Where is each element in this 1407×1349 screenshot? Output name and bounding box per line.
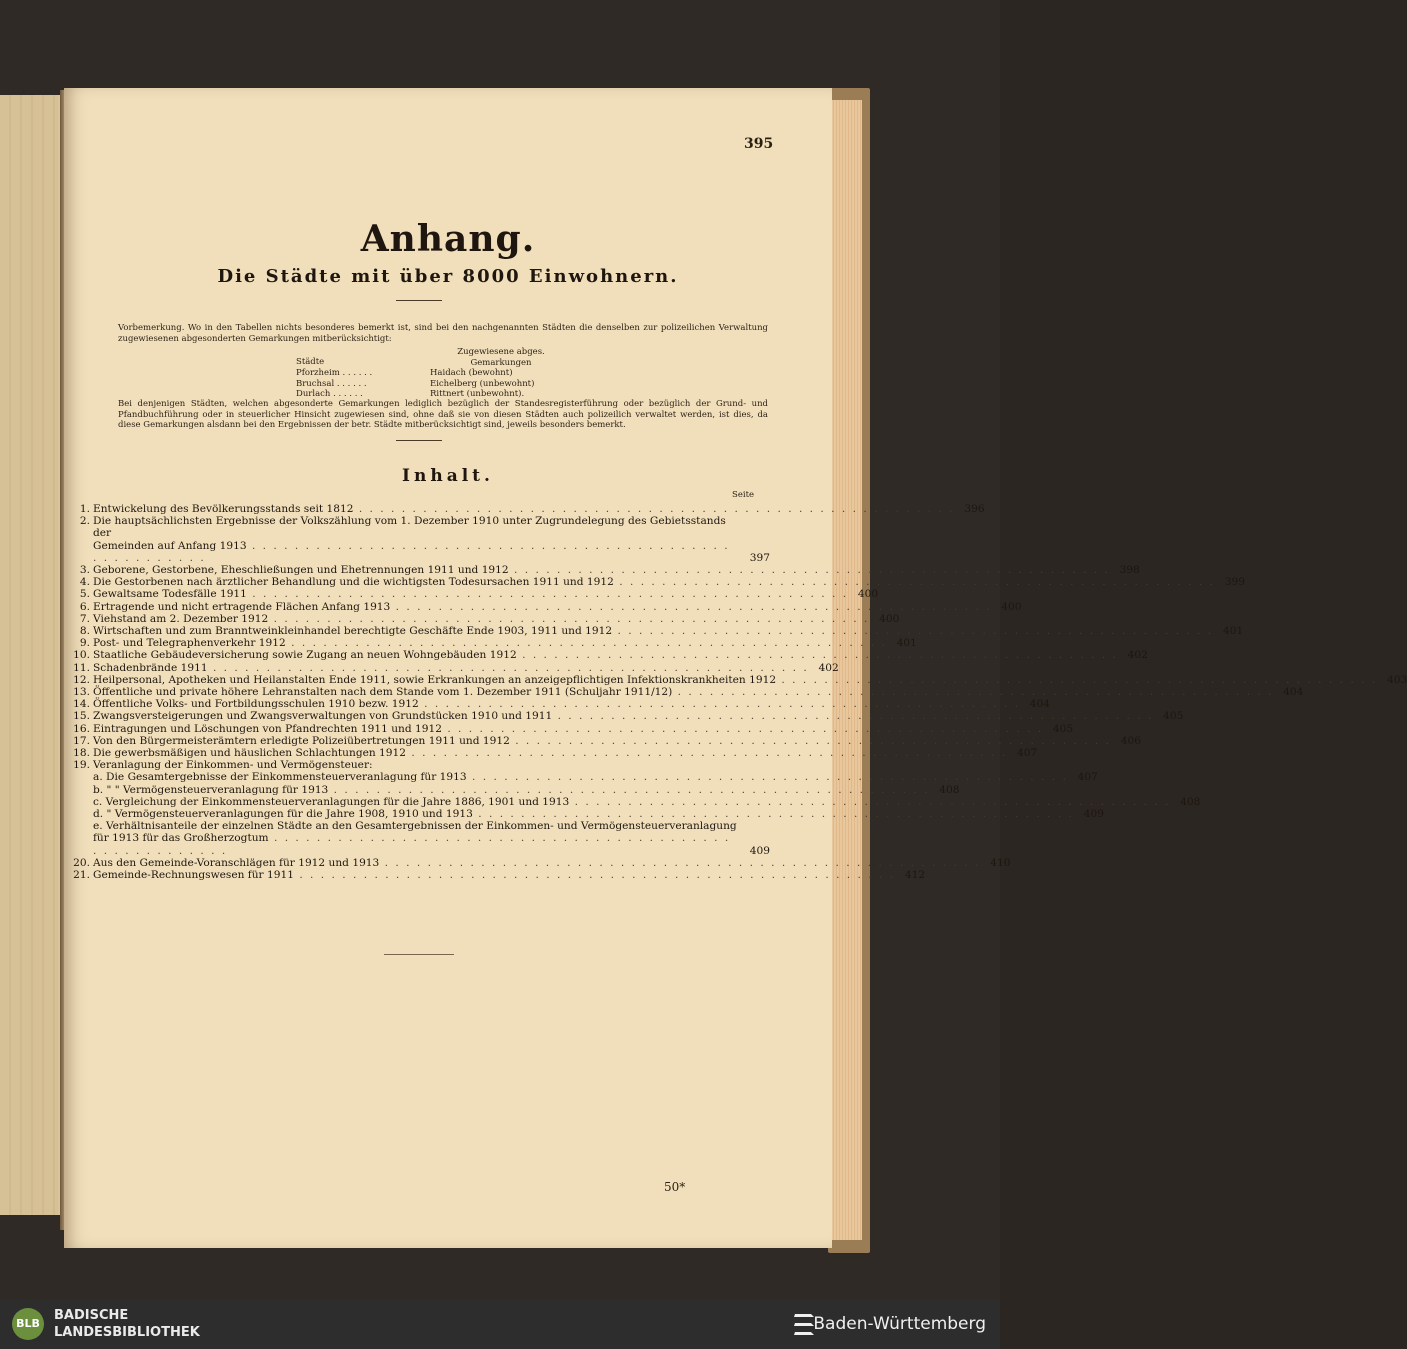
city-area: Eichelberg (unbewohnt) [430,378,535,389]
toc-number: 16. [73,722,90,735]
page-number: 395 [744,136,774,152]
toc-number: 3. [79,564,90,577]
toc-title [93,662,809,674]
leader-dots: . . . . . . . . . . . . . . . . . . . . . . . . . . . . . . . . . . . . . . . . . . . . . . . . . . . . . . . . [285,637,887,650]
toc-entry [72,759,770,771]
leader-dots: . . . . . . . . . . . . . . . . . . . . . . . . . . . . . . . . . . . . . . . . . . . . . . . . . . . . . . . . [207,661,809,674]
toc-title-text: Aus den Gemeinde-Voranschlägen für 1912 und 1913 [93,856,380,869]
toc-title-text: Post- und Telegraphenverkehr 1912 [93,637,286,650]
toc-title-text: Wirtschaften und zum Branntweinkleinhandel berechtigte Geschäfte Ende 1903, 1911 und 1912 [93,625,613,638]
toc-number: 10. [73,649,90,662]
toc-entry [72,637,917,650]
toc-number: 19. [73,759,90,772]
city-row [296,379,556,390]
leader-dots: . . . . . . . . . . . . . . . . . . . . . . . . . . . . . . . . . . . . . . . . . . . . . . . . . . . . . . . . [406,747,1008,760]
preliminary-note: Vorbemerkung. Wo in den Tabellen nichts besonderes bemerkt ist, sind bei den nachgenannten Städten die denselben zur polizeilichen Verwaltung zugewiesenen abgesonderten Gemarkungen mitberücksichtigt: [118,323,768,344]
toc-title [93,625,1213,637]
toc-title [93,503,955,515]
toc-title-text: Von den Bürgermeisterämtern erledigte Polizeiübertretungen 1911 und 1912 [93,734,510,747]
leader-dots: . . . . . . . . . . . . . . . . . . . . . . . . . . . . . . . . . . . . . . . . . . . . . . . . . . . . . . . . [776,673,1378,686]
toc-title-text: Entwickelung des Bevölkerungsstands seit 1812 [93,503,354,515]
toc-entry [72,625,1244,638]
toc-title-text: Gewaltsame Todesfälle 1911 [93,588,247,601]
page-title: Anhang. [360,218,536,260]
toc-number: 14. [73,698,90,711]
toc-title-text: Eintragungen und Löschungen von Pfandrechten 1911 und 1912 [93,722,442,735]
toc-page: 405 [1163,710,1184,723]
page-column-label: Seite [732,490,755,500]
toc-entry [72,576,1246,589]
toc-page: 399 [1224,576,1246,589]
toc-title [93,637,887,649]
toc-title [93,698,1020,710]
toc-entry [72,564,1140,577]
toc-title-continuation: Gemeinden auf Anfang 1913 [93,539,247,552]
leader-dots: . . . . . . . . . . . . . . . . . . . . . . . . . . . . . . . . . . . . . . . . . . . . . . . . . . . . . . . . [328,783,930,796]
toc-title-text: Die gewerbsmäßigen und häuslichen Schlachtungen 1912 [93,747,407,760]
toc-title [93,784,929,796]
cities-header [296,347,556,368]
toc-number: 9. [79,637,90,650]
toc-number: 7. [79,612,90,625]
toc-title [93,759,740,771]
toc-title [93,723,1043,735]
toc-entry [72,503,985,515]
toc-title [93,808,1074,820]
cities-header-city: Städte [296,357,325,367]
toc-number: 1. [79,503,90,515]
page-subtitle: Die Städte mit über 8000 Einwohnern. [217,266,679,287]
toc-page: 402 [818,661,839,674]
toc-number: 8. [79,625,90,638]
toc-entry [72,820,770,857]
toc-entry [72,747,1038,760]
city-name: Bruchsal . . . . . . [296,378,367,389]
toc-number: 6. [79,600,90,613]
leader-dots: . . . . . . . . . . . . . . . . . . . . . . . . . . . . . . . . . . . . . . . . . . . . . . . . . . . . . . . . [353,503,955,515]
toc-page: 404 [1029,698,1050,711]
toc-title-text: Ertragende und nicht ertragende Flächen Anfang 1913 [93,600,391,613]
toc-title [93,686,1273,698]
table-of-contents [72,503,1407,882]
toc-number: 12. [73,673,90,686]
toc-title [93,588,848,600]
toc-page: 408 [939,783,960,796]
toc-page: 401 [896,637,917,650]
toc-page: 402 [1127,649,1148,662]
toc-number: 4. [79,576,90,589]
toc-title-text: Heilpersonal, Apotheken und Heilanstalten Ende 1911, sowie Erkrankungen an anzeigepflichtigen Infektionskrankheiten 1912 [93,673,777,686]
leader-dots: . . . . . . . . . . . . . . . . . . . . . . . . . . . . . . . . . . . . . . . . . . . . . . . . . . . . . . . . [509,734,1111,747]
leader-dots: . . . . . . . . . . . . . . . . . . . . . . . . . . . . . . . . . . . . . . . . . . . . . . . . . . . . . . . . [418,698,1020,711]
leader-dots: . . . . . . . . . . . . . . . . . . . . . . . . . . . . . . . . . . . . . . . . . . . . . . . . . . . . . . . . [390,600,992,613]
blb-logo: BLB [12,1308,44,1340]
toc-page: 396 [964,503,985,515]
toc-entry [72,612,900,625]
toc-entry [72,673,1407,686]
leader-dots: . . . . . . . . . . . . . . . . . . . . . . . . . . . . . . . . . . . . . . . . . . . . . . . . . . . . . . . . [612,625,1214,638]
leader-dots: . . . . . . . . . . . . . . . . . . . . . . . . . . . . . . . . . . . . . . . . . . . . . . . . . . . . . . . . [472,808,1075,821]
toc-title-text: Geborene, Gestorbene, Eheschließungen und Ehetrennungen 1911 und 1912 [93,564,509,577]
toc-number: 11. [73,661,90,674]
toc-title [93,857,980,869]
toc-title-continuation: für 1913 für das Großherzogtum [93,832,269,845]
toc-page: 407 [1016,747,1038,760]
toc-page: 398 [1119,564,1140,577]
toc-title [93,771,1068,783]
toc-entry [72,734,1141,747]
toc-title [93,747,1007,759]
toc-entry [72,698,1050,711]
toc-entry [72,600,1022,613]
toc-title [93,674,1377,686]
toc-title-text: a. Die Gesamtergebnisse der Einkommensteuerveranlagung für 1913 [93,771,467,784]
toc-entry [72,661,839,674]
divider [396,440,442,441]
toc-title-text: Viehstand am 2. Dezember 1912 [93,612,269,625]
toc-title [93,710,1153,722]
toc-title-text: Öffentliche und private höhere Lehranstalten nach dem Stande vom 1. Dezember 1911 (Schuljahr 1911/12) [93,686,673,699]
toc-page: 409 [749,844,770,857]
sheet-signature: 50* [664,1180,686,1194]
toc-title [93,735,1111,747]
toc-number: 15. [73,710,90,723]
toc-title-text: d. " Vermögensteuerveranlagungen für die Jahre 1908, 1910 und 1913 [93,808,473,821]
note-paragraph: Bei denjenigen Städten, welchen abgesonderte Gemarkungen lediglich bezüglich der Standesregisterführung oder bezüglich der Grund- und Pfandbuchführung oder in steuerlicher Hinsicht zugewiesen sind, ohne daß sie von diesen Städten auch polizeilich verwaltet werden, ist dies, da diese Gemarkungen alsdann bei den Ergebnissen der betr. Städte mitberücksichtigt sind, jeweils besonders bemerkt. [118,399,768,430]
contents-heading: Inhalt. [402,466,494,486]
toc-page: 404 [1283,686,1304,699]
toc-title [93,576,1215,588]
toc-title-text: Die hauptsächlichsten Ergebnisse der Volkszählung vom 1. Dezember 1910 unter Zugrundelegung des Gebietsstands der [93,515,726,540]
toc-page: 397 [749,551,770,564]
leader-dots: . . . . . . . . . . . . . . . . . . . . . . . . . . . . . . . . . . . . . . . . . . . . . . . . . . . . . . . . [293,869,896,882]
toc-entry [72,783,960,796]
library-name-line2: LANDESBIBLIOTHEK [54,1325,200,1340]
left-page-edge [0,95,62,1215]
toc-title-text: Zwangsversteigerungen und Zwangsverwaltungen von Grundstücken 1910 und 1911 [93,710,553,723]
cities-table [296,347,556,400]
toc-entry [72,686,1304,699]
toc-number: 2. [79,515,90,528]
toc-entry [72,515,770,564]
leader-dots: . . . . . . . . . . . . . . . . . . . . . . . . . . . . . . . . . . . . . . . . . . . . . . . . . . . . . . . . [569,795,1171,808]
toc-page: 409 [1083,808,1105,821]
cities-header-area: Zugewiesene abges. Gemarkungen [457,347,545,368]
leader-dots: . . . . . . . . . . . . . . . . . . . . . . . . . . . . . . . . . . . . . . . . . . . . . . . . . . . . . . . . [93,539,730,564]
city-row [296,368,556,379]
toc-page: 407 [1077,771,1098,784]
leader-dots: . . . . . . . . . . . . . . . . . . . . . . . . . . . . . . . . . . . . . . . . . . . . . . . . . . . . . . . . [552,710,1154,723]
leader-dots: . . . . . . . . . . . . . . . . . . . . . . . . . . . . . . . . . . . . . . . . . . . . . . . . . . . . . . . . [516,649,1118,662]
toc-page: 401 [1223,625,1244,638]
toc-page: 408 [1180,795,1201,808]
toc-title [93,820,740,857]
divider [384,954,454,955]
toc-entry [72,722,1074,735]
toc-number: 20. [73,856,90,869]
leader-dots: . . . . . . . . . . . . . . . . . . . . . . . . . . . . . . . . . . . . . . . . . . . . . . . . . . . . . . . . [379,856,981,869]
toc-title [93,613,869,625]
toc-title-text: Staatliche Gebäudeversicherung sowie Zugang an neuen Wohngebäuden 1912 [93,649,517,662]
toc-entry [72,808,1105,821]
toc-page: 412 [904,869,926,882]
state-name: Baden-Württemberg [813,1314,986,1334]
document-page [64,88,1407,1248]
toc-title [93,564,1110,576]
toc-title [93,796,1170,808]
viewer-footer [0,1300,1000,1349]
toc-title-text: Die Gestorbenen nach ärztlicher Behandlung und die wichtigsten Todesursachen 1911 und 1912 [93,576,614,589]
toc-entry [72,771,1098,784]
toc-title [93,869,895,881]
city-name: Pforzheim . . . . . . [296,368,373,378]
toc-entry [72,869,926,882]
city-area: Rittnert (unbewohnt). [430,389,525,399]
toc-page: 410 [990,856,1011,869]
divider [396,300,442,301]
toc-number: 5. [79,588,90,601]
toc-entry [72,795,1201,808]
toc-title [93,515,740,564]
city-area: Haidach (bewohnt) [430,368,513,378]
leader-dots: . . . . . . . . . . . . . . . . . . . . . . . . . . . . . . . . . . . . . . . . . . . . . . . . . . . . . . . . [508,564,1110,577]
toc-title-text: c. Vergleichung der Einkommensteuerveranlagungen für die Jahre 1886, 1901 und 1913 [93,795,570,808]
toc-entry [72,710,1184,723]
toc-entry [72,649,1148,662]
toc-page: 403 [1386,673,1407,686]
toc-number: 21. [73,869,90,882]
toc-title [93,649,1118,661]
toc-entry [72,588,879,601]
toc-page: 405 [1052,722,1074,735]
toc-title-text: Öffentliche Volks- und Fortbildungsschulen 1910 bezw. 1912 [93,698,419,711]
toc-page: 400 [879,612,900,625]
toc-entry [72,856,1011,869]
toc-title-text: Schadenbrände 1911 [93,661,208,674]
toc-title [93,601,991,613]
library-name [54,1307,200,1341]
leader-dots: . . . . . . . . . . . . . . . . . . . . . . . . . . . . . . . . . . . . . . . . . . . . . . . . . . . . . . . . [93,832,731,857]
toc-number: 13. [73,686,90,699]
leader-dots: . . . . . . . . . . . . . . . . . . . . . . . . . . . . . . . . . . . . . . . . . . . . . . . . . . . . . . . . [466,771,1068,784]
toc-page: 400 [1001,600,1022,613]
toc-number: 18. [73,747,90,760]
toc-title-text: b. " " Vermögensteuerveranlagung für 1913 [93,783,329,796]
library-name-line1: BADISCHE [54,1308,129,1323]
leader-dots: . . . . . . . . . . . . . . . . . . . . . . . . . . . . . . . . . . . . . . . . . . . . . . . . . . . . . . . . [613,576,1216,589]
city-row [296,389,556,400]
toc-title-text: Veranlagung der Einkommen- und Vermögensteuer: [93,759,373,772]
toc-title-text: e. Verhältnisanteile der einzelnen Städte an den Gesamtergebnissen der Einkommen- und Vermögensteuerveranlagung [93,820,737,833]
leader-dots: . . . . . . . . . . . . . . . . . . . . . . . . . . . . . . . . . . . . . . . . . . . . . . . . . . . . . . . . [672,686,1274,699]
leader-dots: . . . . . . . . . . . . . . . . . . . . . . . . . . . . . . . . . . . . . . . . . . . . . . . . . . . . . . . . [246,588,849,601]
leader-dots: . . . . . . . . . . . . . . . . . . . . . . . . . . . . . . . . . . . . . . . . . . . . . . . . . . . . . . . . [441,722,1044,735]
city-name: Durlach . . . . . . [296,389,363,399]
toc-title-text: Gemeinde-Rechnungswesen für 1911 [93,869,294,882]
toc-number: 17. [73,734,90,747]
toc-page: 400 [857,588,879,601]
leader-dots: . . . . . . . . . . . . . . . . . . . . . . . . . . . . . . . . . . . . . . . . . . . . . . . . . . . . . . . . [268,612,870,625]
toc-page: 406 [1120,734,1141,747]
